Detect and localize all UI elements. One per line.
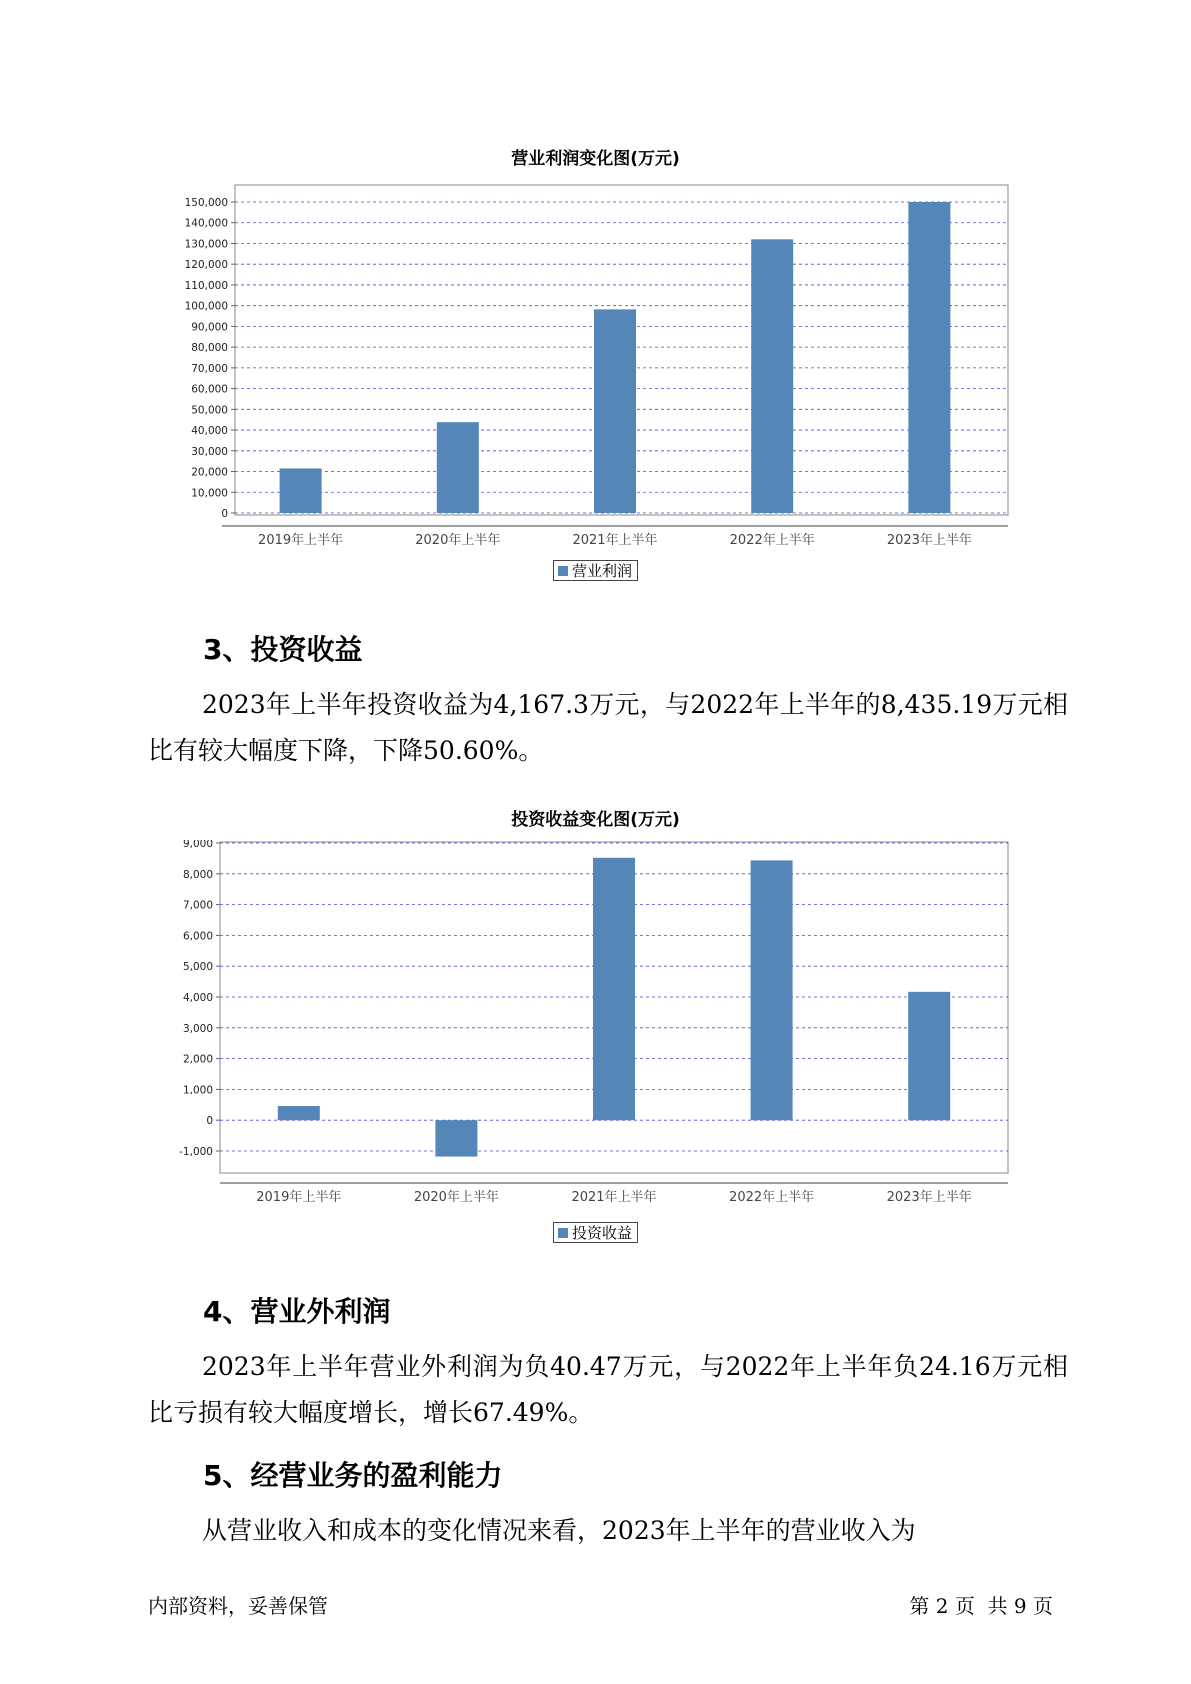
y-tick-label: 2,000: [182, 1053, 213, 1066]
bar: [751, 239, 793, 513]
chart2-title: 投资收益变化图(万元): [511, 810, 680, 830]
y-tick-label: 9,000: [182, 840, 213, 850]
bar: [908, 202, 950, 513]
y-tick-label: 0: [221, 508, 228, 520]
y-tick-label: 80,000: [191, 342, 228, 355]
y-tick-label: 8,000: [182, 868, 213, 881]
x-tick-label: 2022年上半年: [729, 1190, 815, 1205]
y-tick-label: 4,000: [182, 992, 213, 1004]
y-tick-label: 10,000: [191, 487, 228, 500]
x-tick-label: 2023年上半年: [886, 1190, 972, 1205]
y-tick-label: 3,000: [182, 1022, 213, 1035]
y-tick-label: 70,000: [191, 362, 228, 375]
y-tick-label: 100,000: [184, 300, 228, 313]
legend-swatch: [558, 566, 568, 576]
y-tick-label: -1,000: [179, 1146, 213, 1158]
chart2-legend: [553, 1222, 638, 1243]
section-3-heading: 3、投资收益: [203, 633, 363, 666]
y-tick-label: 1,000: [182, 1084, 213, 1097]
y-tick-label: 50,000: [191, 404, 228, 417]
bar: [280, 468, 322, 513]
x-tick-label: 2021年上半年: [572, 533, 658, 548]
footer-left: 内部资料，妥善保管: [148, 1594, 328, 1618]
bar: [437, 422, 479, 513]
x-tick-label: 2019年上半年: [258, 533, 344, 548]
x-tick-label: 2022年上半年: [729, 533, 815, 548]
section-4-paragraph: 2023年上半年营业外利润为负40.47万元，与2022年上半年负24.16万元相比亏损有较大幅度增长，增长67.49%。: [148, 1352, 1068, 1427]
y-tick-label: 150,000: [184, 197, 228, 209]
y-tick-label: 0: [206, 1115, 213, 1128]
chart1-legend: [553, 560, 638, 581]
section-5-paragraph: 从营业收入和成本的变化情况来看，2023年上半年的营业收入为: [202, 1516, 916, 1545]
bar: [594, 309, 636, 513]
y-tick-label: 7,000: [182, 899, 213, 912]
chart1-operating-profit: [0, 180, 1191, 600]
y-tick-label: 20,000: [191, 466, 228, 479]
x-tick-label: 2020年上半年: [413, 1190, 499, 1205]
x-tick-label: 2019年上半年: [256, 1190, 342, 1205]
y-tick-label: 60,000: [191, 383, 228, 396]
chart1-legend-label: 营业利润: [572, 562, 633, 580]
bar: [435, 1120, 477, 1156]
bar: [908, 992, 950, 1120]
section-4-heading: 4、营业外利润: [203, 1295, 391, 1328]
y-tick-label: 30,000: [191, 445, 228, 458]
y-tick-label: 120,000: [184, 259, 228, 272]
y-tick-label: 40,000: [191, 425, 228, 438]
y-tick-label: 6,000: [182, 930, 213, 943]
footer-page-number: 第 2 页 共 9 页: [909, 1594, 1053, 1618]
y-tick-label: 110,000: [184, 279, 228, 292]
bar: [751, 860, 793, 1120]
bar: [593, 858, 635, 1120]
y-tick-label: 140,000: [184, 217, 228, 230]
x-tick-label: 2021年上半年: [571, 1190, 657, 1205]
bar: [278, 1106, 320, 1120]
y-tick-label: 130,000: [184, 238, 228, 251]
chart2-legend-label: 投资收益: [572, 1224, 633, 1242]
section-3-paragraph: 2023年上半年投资收益为4,167.3万元，与2022年上半年的8,435.19万元相比有较大幅度下降，下降50.60%。: [148, 690, 1068, 765]
y-tick-label: 5,000: [182, 961, 213, 974]
chart2-investment-income: [0, 840, 1191, 1260]
x-tick-label: 2020年上半年: [415, 533, 501, 548]
x-tick-label: 2023年上半年: [886, 533, 972, 548]
y-tick-label: 90,000: [191, 321, 228, 334]
legend-swatch: [558, 1228, 568, 1238]
section-5-heading: 5、经营业务的盈利能力: [203, 1459, 503, 1492]
chart1-title: 营业利润变化图(万元): [511, 149, 680, 169]
